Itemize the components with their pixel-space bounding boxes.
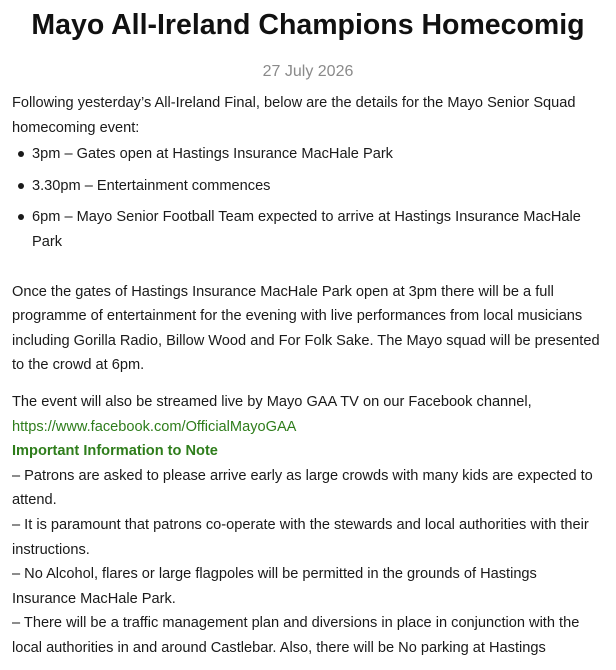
- stream-paragraph: [12, 390, 604, 439]
- list-item: 3.30pm – Entertainment commences: [32, 174, 604, 199]
- intro-paragraph: Following yesterday’s All-Ireland Final, below are the details for the Mayo Senior Squad homecoming event:: [12, 95, 576, 136]
- article-date: 27 July 2026: [262, 63, 354, 80]
- important-heading: Important Information to Note: [12, 443, 218, 460]
- note-early-arrival: – Patrons are asked to please arrive early as large crowds with many kids are expected to attend.: [12, 467, 593, 509]
- note-cooperate: – It is paramount that patrons co-operate with the stewards and local authorities with their instructions.: [12, 516, 589, 558]
- facebook-link[interactable]: https://www.facebook.com/OfficialMayoGAA: [12, 418, 297, 435]
- article-title: Mayo All-Ireland Champions Homecomig: [31, 9, 585, 41]
- note-prohibited-items: – No Alcohol, flares or large flagpoles will be permitted in the grounds of Hastings Insurance MacHale Park.: [12, 566, 537, 607]
- entertainment-paragraph: Once the gates of Hastings Insurance MacHale Park open at 3pm there will be a full programme of entertainment for the evening with live performances from local musicians including Gorilla Radio, Billow Wood and For Folk Sake. The Mayo squad will be presented to the crowd at 6pm.: [12, 283, 600, 374]
- list-item: 3pm – Gates open at Hastings Insurance MacHale Park: [32, 142, 604, 167]
- list-item: 6pm – Mayo Senior Football Team expected to arrive at Hastings Insurance MacHale Park: [32, 205, 604, 254]
- note-traffic: – There will be a traffic management plan and diversions in place in conjunction with the local authorities in and around Castlebar. Also, there will be No parking at Hastings: [12, 615, 580, 656]
- stream-text: The event will also be streamed live by Mayo GAA TV on our Facebook channel,: [12, 393, 532, 410]
- schedule-list: [12, 142, 604, 254]
